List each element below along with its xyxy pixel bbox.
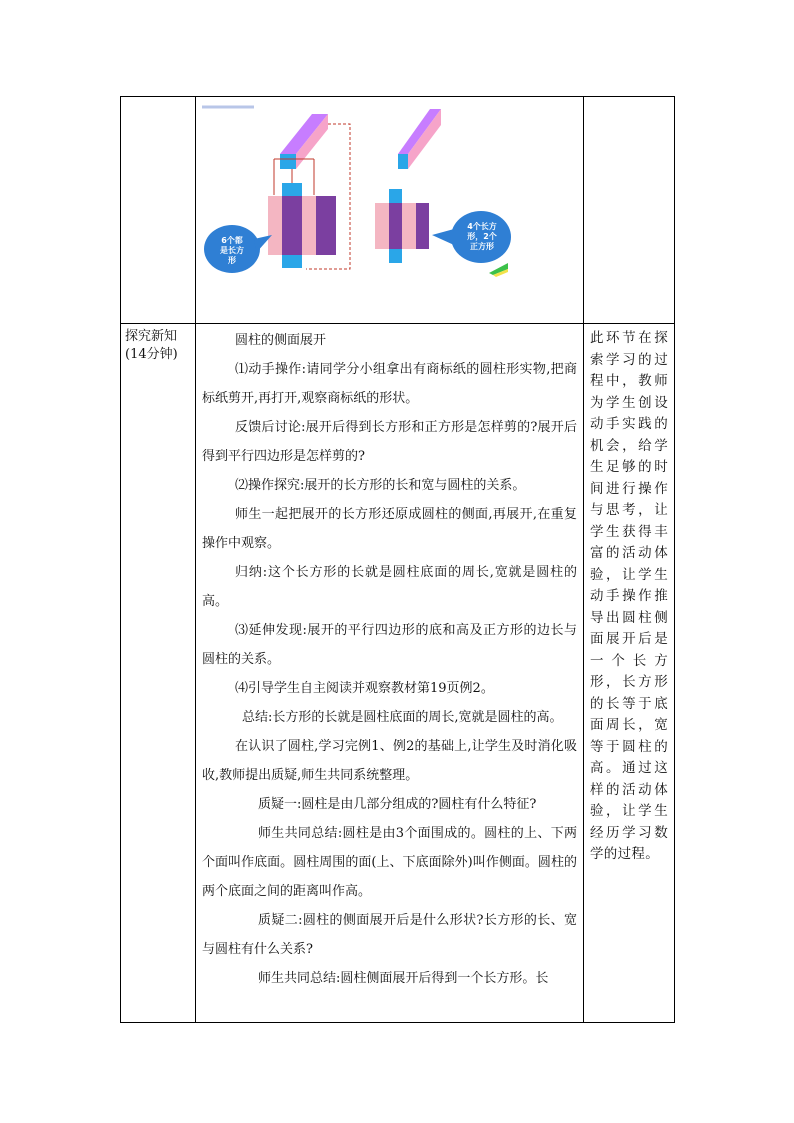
stage-duration: (14分钟) [125, 347, 178, 362]
net-right-face [402, 203, 416, 249]
net-right-face [302, 196, 316, 255]
paragraph: 归纳:这个长方形的长就是圆柱底面的周长,宽就是圆柱的高。 [202, 565, 577, 609]
stage-name: 探究新知 [125, 329, 178, 344]
left-bubble-line1: 6个都 [221, 236, 243, 245]
paragraph: 总结:长方形的长就是圆柱底面的周长,宽就是圆柱的高。 [242, 710, 563, 725]
figure-cell [196, 97, 584, 324]
cuboid-unfold-diagram [196, 97, 584, 323]
left-bubble-line3: 形 [228, 256, 236, 265]
paragraph: 在认识了圆柱,学习完例1、例2的基础上,让学生及时消化吸收,教师提出质疑,师生共同系统整理。 [202, 739, 577, 783]
content-cell [196, 324, 584, 1023]
paragraph: ⑴动手操作:请同学分小组拿出有商标纸的圆柱形实物,把商标纸剪开,再打开,观察商标纸的形状。 [202, 362, 577, 406]
left-bubble-line2: 是长方 [220, 246, 244, 255]
paragraph: 质疑二:圆柱的侧面展开后是什么形状?长方形的长、宽与圆柱有什么关系? [202, 913, 577, 957]
net-bottom-square [282, 255, 302, 268]
paragraph: 反馈后讨论:展开后得到长方形和正方形是怎样剪的?展开后得到平行四边形是怎样剪的? [202, 420, 577, 464]
paragraph: 质疑一:圆柱是由几部分组成的?圆柱有什么特征? [258, 797, 537, 812]
right-bubble-line1: 4个长方 [467, 222, 497, 231]
net-left-face [268, 196, 282, 255]
notes-cell [584, 324, 675, 1023]
net-back-face [316, 196, 336, 255]
cuboid-unfold-figure [196, 97, 584, 323]
design-notes: 此环节在探索学习的过程中，教师为学生创设动手实践的机会，给学生足够的时间进行操作与思考，让学生获得丰富的活动体验，让学生动手操作推导出圆柱侧面展开后是一个长方形，长方形的长等于底面周长，宽等于圆柱的高。通过这样的活动体验，让学生经历学习数学的过程。 [590, 330, 668, 862]
net-front-face [282, 196, 302, 255]
right-bubble-line2: 形，2个 [467, 232, 497, 241]
explore-row [121, 324, 675, 1023]
figure-notes-cell [584, 97, 675, 324]
paragraph: 师生共同总结:圆柱侧面展开后得到一个长方形。长 [258, 971, 549, 986]
stage-label [121, 324, 195, 364]
lesson-content [196, 324, 583, 993]
paragraph: 师生共同总结:圆柱是由3个面围成的。圆柱的上、下两个面叫作底面。圆柱周围的面(上、下底面除外)叫作侧面。圆柱的两个底面之间的距离叫作高。 [202, 826, 577, 899]
net-front-face [389, 203, 402, 249]
stage-cell [121, 324, 196, 1023]
paragraph: ⑷引导学生自主阅读并观察教材第19页例2。 [235, 681, 494, 696]
cuboid-front-face [280, 154, 296, 169]
net-back-face [416, 203, 429, 249]
net-bottom-square [389, 249, 402, 263]
lesson-table [120, 96, 675, 1023]
paragraph: ⑶延伸发现:展开的平行四边形的底和高及正方形的边长与圆柱的关系。 [202, 623, 577, 667]
cuboid-front-face [398, 154, 408, 169]
paragraph: 师生一起把展开的长方形还原成圆柱的侧面,再展开,在重复操作中观察。 [202, 507, 577, 551]
net-top-square [282, 183, 302, 196]
figure-stage-cell [121, 97, 196, 324]
net-left-face [375, 203, 389, 249]
right-bubble-tail [432, 229, 454, 245]
right-bubble-line3: 正方形 [470, 242, 494, 251]
figure-row [121, 97, 675, 324]
section-title: 圆柱的侧面展开 [235, 333, 327, 348]
net-top-square [389, 189, 402, 203]
paragraph: ⑵操作探究:展开的长方形的长和宽与圆柱的关系。 [235, 478, 526, 493]
